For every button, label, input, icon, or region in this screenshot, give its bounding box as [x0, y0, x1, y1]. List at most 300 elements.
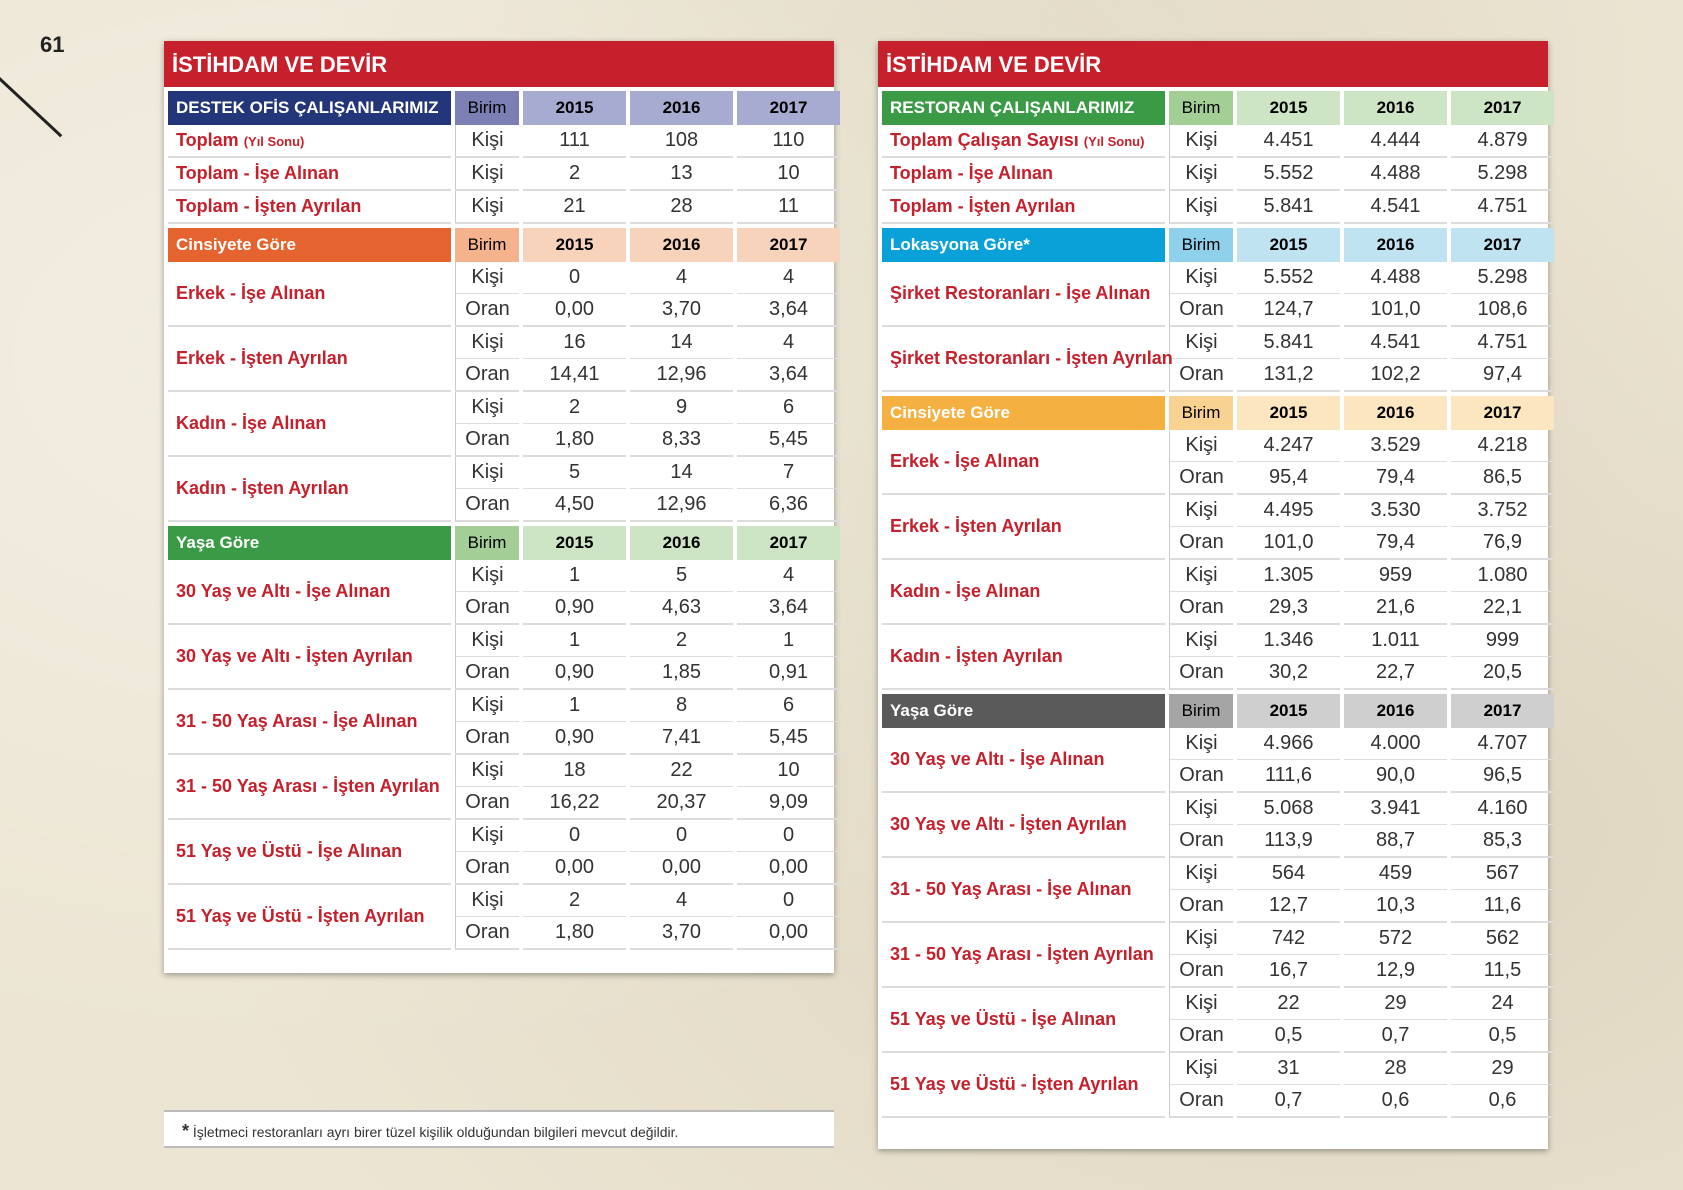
table-row: [882, 158, 1554, 191]
right-panel: [878, 41, 1548, 1149]
value-cell-oran: 16,7: [1237, 955, 1340, 988]
value-cell-kisi: 10: [737, 755, 840, 787]
year-header: 2015: [523, 228, 626, 262]
row-label: 31 - 50 Yaş Arası - İşe Alınan: [882, 858, 1165, 923]
value-cell-oran: 9,09: [737, 787, 840, 820]
section-header-row: [168, 228, 840, 262]
year-header: 2017: [1451, 694, 1554, 728]
year-header: 2016: [1344, 91, 1447, 125]
unit-cell-kisi: Kişi: [455, 755, 519, 787]
value-cell-oran: 0,5: [1237, 1020, 1340, 1053]
row-label: [882, 125, 1165, 158]
value-cell-kisi: 5: [523, 457, 626, 489]
value-cell-oran: 0,00: [523, 852, 626, 885]
row-label: [882, 191, 1165, 224]
year-header: 2015: [1237, 396, 1340, 430]
unit-cell-oran: Oran: [1169, 955, 1233, 988]
value-cell-oran: 0,00: [737, 917, 840, 950]
value-cell-kisi: 0: [737, 885, 840, 917]
row-label-note: (Yıl Sonu): [1083, 134, 1145, 149]
value-cell-oran: 0,6: [1451, 1085, 1554, 1118]
value-cell-oran: 90,0: [1344, 760, 1447, 793]
value-cell-kisi: 0: [630, 820, 733, 852]
unit-cell-oran: Oran: [455, 592, 519, 625]
value-cell-oran: 20,37: [630, 787, 733, 820]
value-cell: 111: [523, 125, 626, 158]
year-header: 2015: [1237, 228, 1340, 262]
value-cell-kisi: 572: [1344, 923, 1447, 955]
value-cell-kisi: 564: [1237, 858, 1340, 890]
value-cell-kisi: 567: [1451, 858, 1554, 890]
value-cell-kisi: 5: [630, 560, 733, 592]
value-cell-kisi: 1.011: [1344, 625, 1447, 657]
unit-cell-kisi: Kişi: [1169, 858, 1233, 890]
table-row: [168, 125, 840, 158]
unit-cell-kisi: Kişi: [1169, 625, 1233, 657]
row-label: 30 Yaş ve Altı - İşe Alınan: [882, 728, 1165, 793]
value-cell-kisi: 4: [737, 262, 840, 294]
value-cell-oran: 3,70: [630, 917, 733, 950]
section-title: DESTEK OFİS ÇALIŞANLARIMIZ: [168, 91, 451, 125]
value-cell-oran: 0,90: [523, 722, 626, 755]
table-row: [168, 690, 840, 722]
table-row: [168, 755, 840, 787]
value-cell-oran: 0,90: [523, 657, 626, 690]
row-label: Şirket Restoranları - İşe Alınan: [882, 262, 1165, 327]
unit-cell-kisi: Kişi: [1169, 793, 1233, 825]
year-header: 2015: [1237, 694, 1340, 728]
unit-cell: Kişi: [455, 191, 519, 224]
value-cell-kisi: 14: [630, 457, 733, 489]
unit-cell-kisi: Kişi: [1169, 560, 1233, 592]
unit-cell-kisi: Kişi: [1169, 430, 1233, 462]
year-header: 2015: [1237, 91, 1340, 125]
row-label: [168, 191, 451, 224]
value-cell: 2: [523, 158, 626, 191]
value-cell-oran: 12,9: [1344, 955, 1447, 988]
value-cell-oran: 22,7: [1344, 657, 1447, 690]
value-cell-kisi: 6: [737, 392, 840, 424]
value-cell-oran: 5,45: [737, 424, 840, 457]
unit-cell-oran: Oran: [455, 489, 519, 522]
value-cell-oran: 11,5: [1451, 955, 1554, 988]
value-cell-oran: 0,91: [737, 657, 840, 690]
unit-cell-kisi: Kişi: [455, 885, 519, 917]
value-cell-kisi: 459: [1344, 858, 1447, 890]
value-cell-oran: 113,9: [1237, 825, 1340, 858]
value-cell-oran: 29,3: [1237, 592, 1340, 625]
value-cell: 110: [737, 125, 840, 158]
unit-cell-oran: Oran: [455, 424, 519, 457]
value-cell-kisi: 5.298: [1451, 262, 1554, 294]
unit-cell: Kişi: [455, 158, 519, 191]
year-header: 2017: [1451, 91, 1554, 125]
year-header: 2016: [630, 228, 733, 262]
value-cell-oran: 0,7: [1344, 1020, 1447, 1053]
unit-cell-oran: Oran: [1169, 527, 1233, 560]
value-cell-oran: 0,00: [630, 852, 733, 885]
row-label: 30 Yaş ve Altı - İşten Ayrılan: [882, 793, 1165, 858]
value-cell-kisi: 4.707: [1451, 728, 1554, 760]
value-cell-kisi: 4: [737, 560, 840, 592]
value-cell-oran: 11,6: [1451, 890, 1554, 923]
value-cell-kisi: 29: [1344, 988, 1447, 1020]
row-label: 31 - 50 Yaş Arası - İşten Ayrılan: [882, 923, 1165, 988]
section-header-row: [882, 91, 1554, 125]
corner-decoration: [0, 72, 62, 137]
value-cell-kisi: 8: [630, 690, 733, 722]
value-cell-kisi: 28: [1344, 1053, 1447, 1085]
value-cell-kisi: 16: [523, 327, 626, 359]
unit-cell-oran: Oran: [455, 852, 519, 885]
value-cell-kisi: 1.080: [1451, 560, 1554, 592]
value-cell-oran: 4,50: [523, 489, 626, 522]
value-cell-oran: 6,36: [737, 489, 840, 522]
table-row: [882, 262, 1554, 294]
value-cell-kisi: 4.247: [1237, 430, 1340, 462]
value-cell-kisi: 5.841: [1237, 327, 1340, 359]
unit-cell-kisi: Kişi: [455, 690, 519, 722]
table-row: [882, 923, 1554, 955]
table-row: [882, 988, 1554, 1020]
unit-cell-oran: Oran: [1169, 657, 1233, 690]
value-cell-kisi: 4: [630, 262, 733, 294]
value-cell-oran: 1,80: [523, 424, 626, 457]
value-cell-kisi: 2: [630, 625, 733, 657]
value-cell-kisi: 4.488: [1344, 262, 1447, 294]
value-cell: 11: [737, 191, 840, 224]
table-row: [168, 457, 840, 489]
unit-header: Birim: [455, 91, 519, 125]
unit-cell: Kişi: [1169, 158, 1233, 191]
value-cell-kisi: 0: [523, 262, 626, 294]
value-cell: 4.541: [1344, 191, 1447, 224]
value-cell-oran: 21,6: [1344, 592, 1447, 625]
row-label: 51 Yaş ve Üstü - İşten Ayrılan: [168, 885, 451, 950]
value-cell-kisi: 1.346: [1237, 625, 1340, 657]
row-label-text: Toplam - İşten Ayrılan: [890, 196, 1076, 216]
value-cell-oran: 30,2: [1237, 657, 1340, 690]
unit-cell-oran: Oran: [455, 359, 519, 392]
unit-cell-oran: Oran: [1169, 1085, 1233, 1118]
table-row: [168, 392, 840, 424]
value-cell: 4.451: [1237, 125, 1340, 158]
unit-cell-oran: Oran: [455, 294, 519, 327]
unit-cell-kisi: Kişi: [1169, 495, 1233, 527]
table-row: [168, 158, 840, 191]
unit-cell-oran: Oran: [1169, 592, 1233, 625]
section-title: Yaşa Göre: [168, 526, 451, 560]
value-cell-kisi: 3.752: [1451, 495, 1554, 527]
unit-cell-kisi: Kişi: [455, 392, 519, 424]
value-cell-kisi: 1: [523, 690, 626, 722]
value-cell-kisi: 3.529: [1344, 430, 1447, 462]
table-row: [168, 191, 840, 224]
year-header: 2016: [1344, 694, 1447, 728]
unit-cell-oran: Oran: [1169, 825, 1233, 858]
row-label-text: Toplam - İşe Alınan: [176, 163, 340, 183]
value-cell-kisi: 2: [523, 885, 626, 917]
unit-cell-kisi: Kişi: [1169, 262, 1233, 294]
value-cell-oran: 3,70: [630, 294, 733, 327]
row-label: Erkek - İşe Alınan: [168, 262, 451, 327]
table-row: [882, 858, 1554, 890]
unit-cell-oran: Oran: [1169, 890, 1233, 923]
section-header-row: [168, 91, 840, 125]
unit-cell-oran: Oran: [455, 722, 519, 755]
value-cell: 4.488: [1344, 158, 1447, 191]
value-cell-oran: 16,22: [523, 787, 626, 820]
value-cell: 4.879: [1451, 125, 1554, 158]
value-cell: 5.298: [1451, 158, 1554, 191]
table-row: [882, 793, 1554, 825]
value-cell: 28: [630, 191, 733, 224]
row-label: 30 Yaş ve Altı - İşe Alınan: [168, 560, 451, 625]
value-cell-kisi: 1: [737, 625, 840, 657]
footnote: [164, 1110, 834, 1148]
row-label: Kadın - İşe Alınan: [882, 560, 1165, 625]
unit-cell-kisi: Kişi: [455, 820, 519, 852]
unit-cell-oran: Oran: [1169, 359, 1233, 392]
row-label-text: Toplam - İşten Ayrılan: [176, 196, 362, 216]
table-row: [168, 560, 840, 592]
value-cell-oran: 12,96: [630, 359, 733, 392]
unit-cell-oran: Oran: [1169, 462, 1233, 495]
section-header-row: [882, 694, 1554, 728]
section-title: RESTORAN ÇALIŞANLARIMIZ: [882, 91, 1165, 125]
value-cell-kisi: 24: [1451, 988, 1554, 1020]
value-cell-kisi: 5.552: [1237, 262, 1340, 294]
unit-header: Birim: [1169, 694, 1233, 728]
section-header-row: [882, 228, 1554, 262]
unit-cell-kisi: Kişi: [1169, 1053, 1233, 1085]
table-row: [168, 262, 840, 294]
value-cell-kisi: 6: [737, 690, 840, 722]
value-cell-kisi: 14: [630, 327, 733, 359]
row-label: Erkek - İşe Alınan: [882, 430, 1165, 495]
section-title: Yaşa Göre: [882, 694, 1165, 728]
value-cell-oran: 3,64: [737, 294, 840, 327]
value-cell-oran: 101,0: [1237, 527, 1340, 560]
table-row: [882, 560, 1554, 592]
row-label: Erkek - İşten Ayrılan: [168, 327, 451, 392]
row-label: 31 - 50 Yaş Arası - İşten Ayrılan: [168, 755, 451, 820]
value-cell-kisi: 3.941: [1344, 793, 1447, 825]
value-cell-kisi: 4.000: [1344, 728, 1447, 760]
value-cell-kisi: 3.530: [1344, 495, 1447, 527]
value-cell-oran: 12,7: [1237, 890, 1340, 923]
unit-cell-oran: Oran: [1169, 1020, 1233, 1053]
value-cell-oran: 1,85: [630, 657, 733, 690]
row-label: Kadın - İşe Alınan: [168, 392, 451, 457]
unit-cell-oran: Oran: [1169, 760, 1233, 793]
value-cell-oran: 0,00: [523, 294, 626, 327]
value-cell-kisi: 7: [737, 457, 840, 489]
footnote-mark: *: [182, 1121, 190, 1141]
unit-cell-kisi: Kişi: [455, 625, 519, 657]
section-header-row: [882, 396, 1554, 430]
row-label: 51 Yaş ve Üstü - İşe Alınan: [882, 988, 1165, 1053]
value-cell-oran: 14,41: [523, 359, 626, 392]
row-label-text: Toplam: [176, 130, 239, 150]
unit-cell-kisi: Kişi: [1169, 988, 1233, 1020]
value-cell-oran: 108,6: [1451, 294, 1554, 327]
value-cell-kisi: 18: [523, 755, 626, 787]
year-header: 2017: [737, 526, 840, 560]
unit-cell: Kişi: [1169, 125, 1233, 158]
value-cell-oran: 10,3: [1344, 890, 1447, 923]
year-header: 2016: [630, 91, 733, 125]
year-header: 2015: [523, 526, 626, 560]
unit-cell-kisi: Kişi: [1169, 923, 1233, 955]
value-cell-kisi: 742: [1237, 923, 1340, 955]
value-cell-kisi: 22: [630, 755, 733, 787]
value-cell: 10: [737, 158, 840, 191]
unit-cell-kisi: Kişi: [455, 560, 519, 592]
row-label: Kadın - İşten Ayrılan: [168, 457, 451, 522]
value-cell-kisi: 1.305: [1237, 560, 1340, 592]
value-cell-kisi: 4: [737, 327, 840, 359]
value-cell: 108: [630, 125, 733, 158]
value-cell-kisi: 31: [1237, 1053, 1340, 1085]
value-cell-oran: 95,4: [1237, 462, 1340, 495]
value-cell-kisi: 1: [523, 625, 626, 657]
value-cell-oran: 3,64: [737, 359, 840, 392]
table-row: [882, 430, 1554, 462]
value-cell-oran: 96,5: [1451, 760, 1554, 793]
value-cell: 13: [630, 158, 733, 191]
section-title: Lokasyona Göre*: [882, 228, 1165, 262]
value-cell-kisi: 5.068: [1237, 793, 1340, 825]
row-label: 30 Yaş ve Altı - İşten Ayrılan: [168, 625, 451, 690]
row-label-text: Toplam - İşe Alınan: [890, 163, 1054, 183]
value-cell-oran: 124,7: [1237, 294, 1340, 327]
right-panel-title: İSTİHDAM VE DEVİR: [878, 41, 1548, 87]
year-header: 2016: [630, 526, 733, 560]
value-cell: 4.444: [1344, 125, 1447, 158]
unit-cell-kisi: Kişi: [1169, 327, 1233, 359]
unit-header: Birim: [455, 228, 519, 262]
value-cell-kisi: 4.160: [1451, 793, 1554, 825]
table-row: [168, 885, 840, 917]
row-label: 51 Yaş ve Üstü - İşe Alınan: [168, 820, 451, 885]
value-cell-oran: 8,33: [630, 424, 733, 457]
value-cell-oran: 4,63: [630, 592, 733, 625]
value-cell-oran: 0,00: [737, 852, 840, 885]
value-cell-kisi: 4: [630, 885, 733, 917]
value-cell-oran: 97,4: [1451, 359, 1554, 392]
table-row: [168, 820, 840, 852]
value-cell-oran: 7,41: [630, 722, 733, 755]
row-label-text: Toplam Çalışan Sayısı: [890, 130, 1079, 150]
unit-cell-kisi: Kişi: [1169, 728, 1233, 760]
value-cell-kisi: 4.751: [1451, 327, 1554, 359]
value-cell: 5.841: [1237, 191, 1340, 224]
value-cell-kisi: 4.541: [1344, 327, 1447, 359]
value-cell-kisi: 1: [523, 560, 626, 592]
section-header-row: [168, 526, 840, 560]
value-cell-kisi: 29: [1451, 1053, 1554, 1085]
unit-cell-oran: Oran: [455, 657, 519, 690]
value-cell-oran: 0,7: [1237, 1085, 1340, 1118]
value-cell: 5.552: [1237, 158, 1340, 191]
value-cell-oran: 12,96: [630, 489, 733, 522]
left-table: [164, 91, 844, 950]
value-cell-oran: 101,0: [1344, 294, 1447, 327]
table-row: [882, 125, 1554, 158]
left-panel-title: İSTİHDAM VE DEVİR: [164, 41, 834, 87]
row-label: 31 - 50 Yaş Arası - İşe Alınan: [168, 690, 451, 755]
year-header: 2017: [737, 91, 840, 125]
year-header: 2017: [1451, 228, 1554, 262]
row-label: Kadın - İşten Ayrılan: [882, 625, 1165, 690]
row-label-note: (Yıl Sonu): [243, 134, 305, 149]
value-cell-oran: 3,64: [737, 592, 840, 625]
value-cell-oran: 111,6: [1237, 760, 1340, 793]
section-title: Cinsiyete Göre: [168, 228, 451, 262]
value-cell-kisi: 959: [1344, 560, 1447, 592]
table-row: [882, 191, 1554, 224]
table-row: [882, 327, 1554, 359]
table-row: [882, 1053, 1554, 1085]
value-cell-kisi: 0: [523, 820, 626, 852]
table-row: [882, 625, 1554, 657]
value-cell-oran: 102,2: [1344, 359, 1447, 392]
value-cell-oran: 0,5: [1451, 1020, 1554, 1053]
year-header: 2017: [737, 228, 840, 262]
value-cell-oran: 22,1: [1451, 592, 1554, 625]
unit-cell-oran: Oran: [1169, 294, 1233, 327]
row-label: [168, 125, 451, 158]
row-label: Erkek - İşten Ayrılan: [882, 495, 1165, 560]
unit-header: Birim: [455, 526, 519, 560]
row-label: [168, 158, 451, 191]
value-cell-oran: 0,6: [1344, 1085, 1447, 1118]
row-label: Şirket Restoranları - İşten Ayrılan: [882, 327, 1165, 392]
value-cell-oran: 79,4: [1344, 527, 1447, 560]
table-row: [882, 728, 1554, 760]
right-table: [878, 91, 1558, 1118]
value-cell-oran: 1,80: [523, 917, 626, 950]
row-label: [882, 158, 1165, 191]
value-cell: 4.751: [1451, 191, 1554, 224]
year-header: 2016: [1344, 396, 1447, 430]
value-cell-kisi: 22: [1237, 988, 1340, 1020]
value-cell-oran: 131,2: [1237, 359, 1340, 392]
value-cell-oran: 5,45: [737, 722, 840, 755]
section-title: Cinsiyete Göre: [882, 396, 1165, 430]
value-cell-kisi: 562: [1451, 923, 1554, 955]
unit-cell-kisi: Kişi: [455, 457, 519, 489]
value-cell-kisi: 4.966: [1237, 728, 1340, 760]
value-cell-kisi: 2: [523, 392, 626, 424]
value-cell-kisi: 0: [737, 820, 840, 852]
unit-cell-kisi: Kişi: [455, 262, 519, 294]
value-cell-oran: 79,4: [1344, 462, 1447, 495]
unit-header: Birim: [1169, 396, 1233, 430]
year-header: 2016: [1344, 228, 1447, 262]
value-cell-kisi: 9: [630, 392, 733, 424]
value-cell-oran: 0,90: [523, 592, 626, 625]
value-cell-oran: 88,7: [1344, 825, 1447, 858]
table-row: [168, 327, 840, 359]
value-cell-oran: 76,9: [1451, 527, 1554, 560]
left-panel: [164, 41, 834, 973]
row-label: 51 Yaş ve Üstü - İşten Ayrılan: [882, 1053, 1165, 1118]
value-cell-oran: 20,5: [1451, 657, 1554, 690]
unit-header: Birim: [1169, 228, 1233, 262]
year-header: 2017: [1451, 396, 1554, 430]
